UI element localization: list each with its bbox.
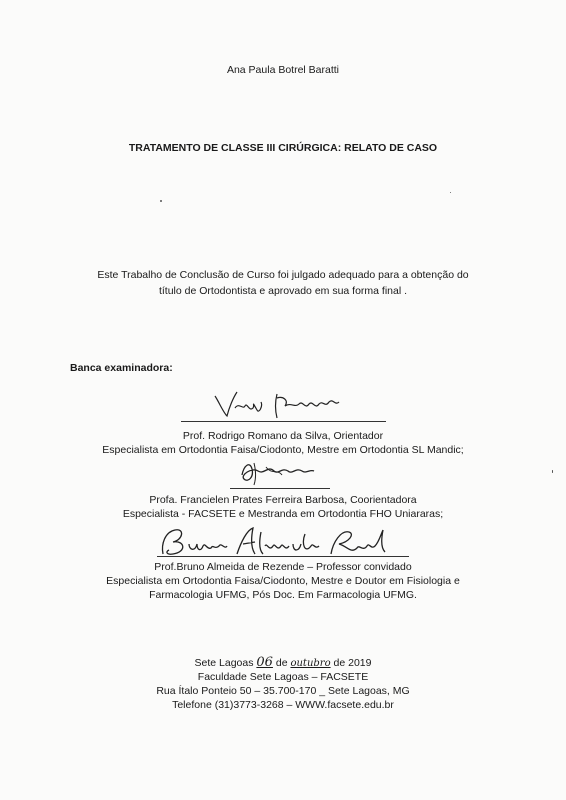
approval-line-2: título de Ortodontista e aprovado em sua forma final . (158, 285, 408, 297)
member-1-desc: Especialista em Ortodontia Faisa/Ciodonto, Mestre em Ortodontia SL Mandic; (102, 444, 464, 456)
member-2-name: Profa. Francielen Prates Ferreira Barbosa, Coorientadora (149, 494, 417, 506)
author-name: Ana Paula Botrel Baratti (226, 64, 340, 76)
member-1-name: Prof. Rodrigo Romano da Silva, Orientador (182, 430, 384, 442)
signature-line-3 (157, 556, 409, 557)
institution-address: Rua Ítalo Ponteio 50 – 35.700-170 _ Sete Lagoas, MG (156, 685, 410, 697)
scan-speck (450, 192, 451, 193)
member-2-desc: Especialista - FACSETE e Mestranda em Ortodontia FHO Uniararas; (122, 508, 444, 520)
signature-line-2 (230, 488, 330, 489)
institution-name: Faculdade Sete Lagoas – FACSETE (197, 671, 369, 683)
member-3-name: Prof.Bruno Almeida de Rezende – Professor convidado (154, 561, 412, 573)
signature-rodrigo (205, 388, 355, 422)
scan-speck (160, 200, 162, 202)
date-de: de (275, 657, 288, 669)
date-prefix: Sete Lagoas (194, 657, 254, 669)
member-3-desc-2: Farmacologia UFMG, Pós Doc. Em Farmacologia UFMG. (149, 589, 417, 601)
signature-francielen (238, 457, 318, 487)
date-day-handwritten: 06 (256, 655, 273, 670)
member-3-desc-1: Especialista em Ortodontia Faisa/Ciodonto, Mestre e Doutor em Fisiologia e (106, 575, 460, 587)
approval-line-1: Este Trabalho de Conclusão de Curso foi julgado adequado para a obtenção do (97, 269, 469, 281)
institution-contact: Telefone (31)3773-3268 – WWW.facsete.edu.br (172, 699, 394, 711)
signature-line-1 (181, 421, 386, 422)
date-line (0, 656, 566, 671)
document-title: TRATAMENTO DE CLASSE III CIRÚRGICA: RELATO DE CASO (128, 142, 438, 154)
date-suffix: de 2019 (333, 657, 372, 669)
scan-speck (552, 470, 553, 473)
signature-bruno (155, 524, 395, 564)
date-month-handwritten: outubro (290, 658, 331, 669)
banca-heading: Banca examinadora: (70, 362, 173, 374)
